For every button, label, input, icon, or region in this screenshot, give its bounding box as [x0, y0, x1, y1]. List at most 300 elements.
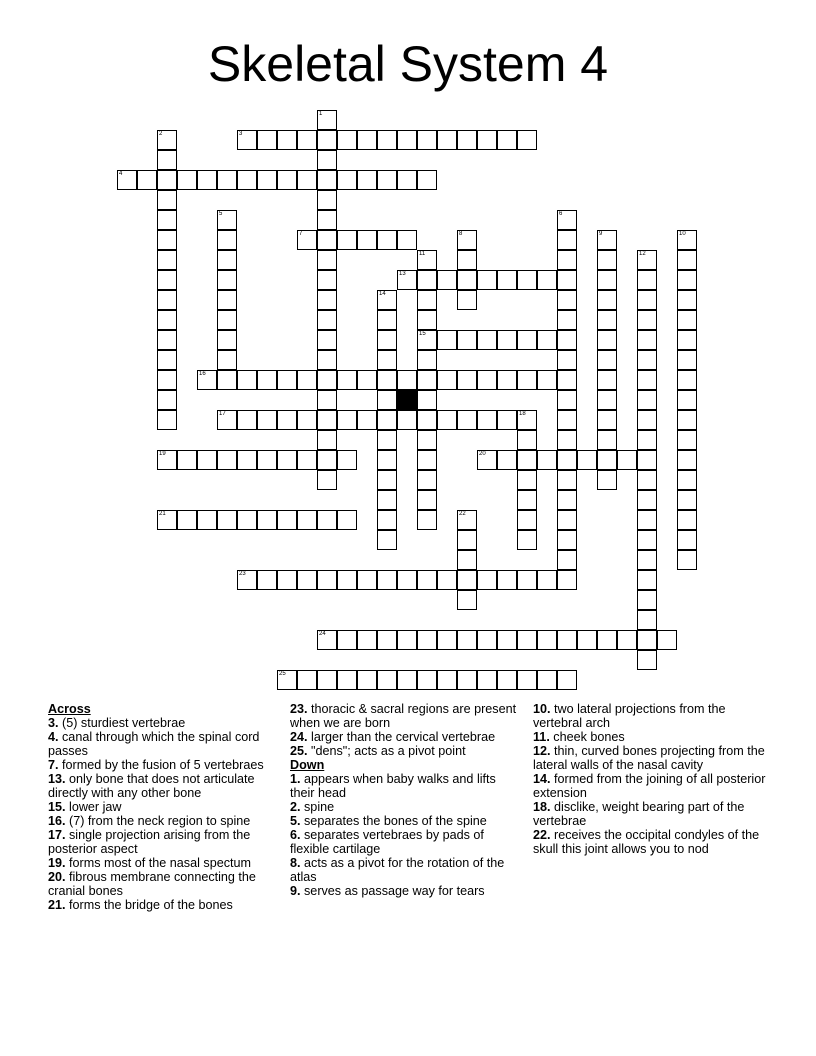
grid-cell[interactable] — [557, 530, 577, 550]
grid-cell[interactable] — [317, 150, 337, 170]
grid-cell[interactable] — [217, 410, 237, 430]
grid-cell[interactable] — [277, 450, 297, 470]
grid-cell[interactable] — [417, 570, 437, 590]
grid-cell[interactable] — [377, 630, 397, 650]
grid-cell[interactable] — [457, 410, 477, 430]
grid-cell[interactable] — [277, 130, 297, 150]
grid-cell[interactable] — [257, 450, 277, 470]
grid-cell[interactable] — [297, 410, 317, 430]
grid-cell[interactable] — [637, 570, 657, 590]
grid-cell[interactable] — [637, 530, 657, 550]
grid-cell[interactable] — [417, 310, 437, 330]
clues-column-3 — [533, 702, 773, 856]
grid-cell[interactable] — [417, 130, 437, 150]
grid-cell[interactable] — [517, 450, 537, 470]
grid-cell[interactable] — [457, 330, 477, 350]
grid-cell[interactable] — [557, 390, 577, 410]
grid-cell[interactable] — [677, 530, 697, 550]
grid-cell[interactable] — [377, 170, 397, 190]
grid-cell[interactable] — [377, 450, 397, 470]
grid-cell[interactable] — [457, 230, 477, 250]
grid-cell[interactable] — [397, 410, 417, 430]
grid-cell[interactable] — [317, 290, 337, 310]
grid-cell[interactable] — [597, 270, 617, 290]
grid-cell[interactable] — [557, 670, 577, 690]
grid-cell[interactable] — [297, 130, 317, 150]
grid-cell[interactable] — [557, 450, 577, 470]
grid-cell[interactable] — [677, 230, 697, 250]
grid-cell[interactable] — [557, 350, 577, 370]
grid-cell[interactable] — [337, 230, 357, 250]
grid-cell[interactable] — [237, 510, 257, 530]
grid-cell[interactable] — [497, 410, 517, 430]
grid-cell[interactable] — [617, 450, 637, 470]
grid-cell[interactable] — [117, 170, 137, 190]
grid-cell[interactable] — [317, 130, 337, 150]
grid-cell[interactable] — [477, 130, 497, 150]
grid-cell[interactable] — [637, 510, 657, 530]
grid-cell[interactable] — [477, 630, 497, 650]
grid-cell[interactable] — [317, 570, 337, 590]
grid-cell[interactable] — [677, 450, 697, 470]
grid-cell[interactable] — [217, 510, 237, 530]
grid-cell[interactable] — [557, 210, 577, 230]
grid-cell[interactable] — [457, 670, 477, 690]
grid-cell[interactable] — [217, 350, 237, 370]
grid-cell[interactable] — [557, 550, 577, 570]
grid-cell[interactable] — [597, 450, 617, 470]
grid-cell[interactable] — [317, 330, 337, 350]
grid-cell[interactable] — [377, 490, 397, 510]
grid-cell[interactable] — [217, 210, 237, 230]
grid-cell[interactable] — [337, 630, 357, 650]
grid-cell[interactable] — [517, 270, 537, 290]
grid-cell[interactable] — [157, 270, 177, 290]
grid-cell[interactable] — [197, 170, 217, 190]
grid-cell[interactable] — [417, 450, 437, 470]
grid-cell[interactable] — [497, 130, 517, 150]
grid-cell[interactable] — [417, 630, 437, 650]
grid-cell[interactable] — [197, 450, 217, 470]
grid-cell[interactable] — [497, 630, 517, 650]
grid-cell[interactable] — [497, 570, 517, 590]
grid-cell[interactable] — [637, 250, 657, 270]
grid-cell[interactable] — [317, 370, 337, 390]
clue-number: 9. — [290, 884, 301, 898]
grid-cell[interactable] — [317, 170, 337, 190]
grid-cell[interactable] — [217, 250, 237, 270]
grid-cell[interactable] — [637, 470, 657, 490]
grid-cell[interactable] — [397, 170, 417, 190]
grid-cell[interactable] — [637, 550, 657, 570]
grid-cell[interactable] — [577, 450, 597, 470]
grid-cell[interactable] — [377, 350, 397, 370]
grid-cell[interactable] — [297, 370, 317, 390]
grid-cell[interactable] — [457, 550, 477, 570]
grid-cell[interactable] — [677, 510, 697, 530]
grid-cell[interactable] — [217, 230, 237, 250]
grid-cell[interactable] — [437, 410, 457, 430]
grid-cell[interactable] — [217, 330, 237, 350]
grid-cell[interactable] — [377, 510, 397, 530]
grid-cell[interactable] — [597, 350, 617, 370]
grid-cell[interactable] — [677, 390, 697, 410]
grid-cell[interactable] — [537, 670, 557, 690]
grid-cell[interactable] — [417, 170, 437, 190]
grid-cell[interactable] — [337, 510, 357, 530]
grid-cell[interactable] — [477, 270, 497, 290]
grid-cell[interactable] — [637, 450, 657, 470]
grid-cell[interactable] — [457, 270, 477, 290]
grid-cell[interactable] — [157, 330, 177, 350]
grid-cell[interactable] — [637, 650, 657, 670]
grid-cell[interactable] — [177, 510, 197, 530]
grid-cell[interactable] — [557, 230, 577, 250]
grid-cell[interactable] — [377, 290, 397, 310]
grid-cell[interactable] — [317, 270, 337, 290]
grid-cell[interactable] — [597, 370, 617, 390]
grid-cell[interactable] — [297, 670, 317, 690]
grid-cell[interactable] — [477, 570, 497, 590]
grid-cell[interactable] — [657, 630, 677, 650]
grid-cell[interactable] — [557, 430, 577, 450]
grid-cell[interactable] — [637, 610, 657, 630]
grid-cell[interactable] — [377, 570, 397, 590]
grid-cell[interactable] — [317, 250, 337, 270]
grid-cell[interactable] — [417, 270, 437, 290]
grid-cell[interactable] — [537, 370, 557, 390]
grid-cell[interactable] — [297, 510, 317, 530]
grid-cell[interactable] — [317, 510, 337, 530]
grid-cell[interactable] — [417, 370, 437, 390]
grid-cell[interactable] — [237, 450, 257, 470]
grid-cell[interactable] — [377, 390, 397, 410]
grid-cell[interactable] — [157, 510, 177, 530]
grid-cell[interactable] — [217, 450, 237, 470]
grid-cell[interactable] — [357, 130, 377, 150]
grid-cell[interactable] — [577, 630, 597, 650]
grid-cell[interactable] — [517, 470, 537, 490]
grid-cell[interactable] — [557, 270, 577, 290]
grid-cell[interactable] — [597, 630, 617, 650]
grid-cell[interactable] — [317, 110, 337, 130]
grid-cell[interactable] — [417, 330, 437, 350]
grid-cell[interactable] — [557, 470, 577, 490]
grid-cell[interactable] — [157, 410, 177, 430]
grid-cell[interactable] — [477, 450, 497, 470]
grid-cell[interactable] — [377, 530, 397, 550]
grid-cell[interactable] — [317, 630, 337, 650]
grid-cell[interactable] — [157, 310, 177, 330]
grid-cell[interactable] — [597, 230, 617, 250]
grid-cell[interactable] — [357, 230, 377, 250]
grid-cell[interactable] — [597, 410, 617, 430]
grid-cell[interactable] — [357, 370, 377, 390]
grid-cell[interactable] — [517, 330, 537, 350]
grid-cell[interactable] — [337, 410, 357, 430]
grid-cell[interactable] — [157, 250, 177, 270]
grid-cell[interactable] — [157, 390, 177, 410]
grid-cell[interactable] — [377, 670, 397, 690]
grid-cell[interactable] — [637, 290, 657, 310]
grid-cell[interactable] — [437, 330, 457, 350]
grid-cell[interactable] — [457, 130, 477, 150]
grid-cell[interactable] — [637, 370, 657, 390]
grid-cell[interactable] — [637, 630, 657, 650]
grid-cell[interactable] — [157, 230, 177, 250]
grid-cell[interactable] — [157, 170, 177, 190]
grid-cell[interactable] — [217, 310, 237, 330]
grid-cell[interactable] — [157, 450, 177, 470]
grid-cell[interactable] — [457, 530, 477, 550]
grid-cell[interactable] — [277, 410, 297, 430]
grid-cell[interactable] — [537, 270, 557, 290]
grid-cell[interactable] — [677, 270, 697, 290]
grid-cell[interactable] — [157, 190, 177, 210]
grid-cell[interactable] — [677, 330, 697, 350]
grid-cell[interactable] — [677, 470, 697, 490]
grid-cell[interactable] — [437, 670, 457, 690]
grid-cell[interactable] — [297, 450, 317, 470]
grid-cell[interactable] — [377, 370, 397, 390]
grid-cell[interactable] — [557, 330, 577, 350]
grid-cell[interactable] — [257, 370, 277, 390]
grid-cell[interactable] — [557, 410, 577, 430]
grid-cell[interactable] — [517, 430, 537, 450]
grid-cell[interactable] — [677, 430, 697, 450]
grid-cell[interactable] — [417, 430, 437, 450]
grid-cell[interactable] — [557, 250, 577, 270]
grid-cell[interactable] — [217, 270, 237, 290]
grid-cell[interactable] — [537, 570, 557, 590]
grid-cell[interactable] — [217, 170, 237, 190]
grid-cell[interactable] — [477, 330, 497, 350]
grid-cell[interactable] — [417, 510, 437, 530]
grid-cell[interactable] — [337, 370, 357, 390]
grid-cell[interactable] — [457, 630, 477, 650]
grid-cell[interactable] — [497, 450, 517, 470]
grid-cell[interactable] — [677, 290, 697, 310]
grid-cell[interactable] — [517, 130, 537, 150]
grid-cell[interactable] — [597, 390, 617, 410]
grid-cell[interactable] — [557, 490, 577, 510]
grid-cell[interactable] — [557, 290, 577, 310]
grid-cell[interactable] — [477, 410, 497, 430]
grid-cell[interactable] — [317, 190, 337, 210]
grid-cell[interactable] — [397, 130, 417, 150]
grid-cell[interactable] — [417, 250, 437, 270]
grid-cell[interactable] — [497, 270, 517, 290]
grid-cell[interactable] — [297, 570, 317, 590]
grid-cell[interactable] — [257, 170, 277, 190]
grid-cell[interactable] — [237, 130, 257, 150]
grid-cell[interactable] — [237, 370, 257, 390]
grid-cell[interactable] — [677, 490, 697, 510]
grid-cell[interactable] — [637, 590, 657, 610]
grid-cell[interactable] — [317, 430, 337, 450]
grid-cell[interactable] — [597, 430, 617, 450]
grid-cell[interactable] — [437, 270, 457, 290]
grid-cell[interactable] — [457, 510, 477, 530]
grid-cell[interactable] — [397, 270, 417, 290]
grid-cell[interactable] — [157, 210, 177, 230]
grid-cell[interactable] — [457, 250, 477, 270]
grid-cell[interactable] — [297, 230, 317, 250]
grid-cell[interactable] — [637, 310, 657, 330]
grid-cell[interactable] — [377, 430, 397, 450]
grid-cell[interactable] — [437, 570, 457, 590]
grid-cell[interactable] — [317, 350, 337, 370]
grid-cell[interactable] — [317, 310, 337, 330]
grid-cell[interactable] — [397, 670, 417, 690]
grid-cell[interactable] — [517, 670, 537, 690]
grid-cell[interactable] — [517, 530, 537, 550]
grid-cell[interactable] — [337, 130, 357, 150]
grid-cell[interactable] — [457, 290, 477, 310]
grid-cell[interactable] — [557, 630, 577, 650]
grid-cell[interactable] — [297, 170, 317, 190]
grid-cell[interactable] — [317, 470, 337, 490]
grid-cell[interactable] — [337, 670, 357, 690]
grid-cell[interactable] — [597, 470, 617, 490]
grid-cell[interactable] — [397, 230, 417, 250]
grid-cell[interactable] — [677, 550, 697, 570]
grid-cell[interactable] — [517, 630, 537, 650]
grid-cell[interactable] — [557, 510, 577, 530]
grid-cell[interactable] — [157, 130, 177, 150]
grid-cell[interactable] — [597, 310, 617, 330]
grid-cell[interactable] — [537, 330, 557, 350]
grid-cell[interactable] — [237, 170, 257, 190]
grid-cell[interactable] — [457, 570, 477, 590]
grid-cell[interactable] — [477, 370, 497, 390]
grid-cell[interactable] — [357, 670, 377, 690]
grid-cell[interactable] — [357, 630, 377, 650]
grid-cell[interactable] — [677, 370, 697, 390]
grid-cell[interactable] — [337, 450, 357, 470]
grid-cell[interactable] — [617, 630, 637, 650]
grid-cell[interactable] — [317, 230, 337, 250]
grid-cell[interactable] — [637, 490, 657, 510]
grid-cell[interactable] — [497, 330, 517, 350]
grid-cell[interactable] — [257, 130, 277, 150]
grid-cell[interactable] — [517, 490, 537, 510]
grid-cell[interactable] — [417, 410, 437, 430]
grid-cell[interactable] — [437, 130, 457, 150]
grid-cell[interactable] — [417, 390, 437, 410]
grid-cell[interactable] — [377, 470, 397, 490]
grid-cell[interactable] — [417, 290, 437, 310]
grid-cell[interactable] — [637, 410, 657, 430]
grid-cell[interactable] — [137, 170, 157, 190]
grid-cell[interactable] — [677, 310, 697, 330]
grid-cell[interactable] — [497, 370, 517, 390]
grid-cell[interactable] — [497, 670, 517, 690]
grid-cell[interactable] — [277, 570, 297, 590]
grid-cell[interactable] — [317, 670, 337, 690]
grid-cell[interactable] — [557, 310, 577, 330]
grid-cell[interactable] — [517, 370, 537, 390]
grid-cell[interactable] — [317, 450, 337, 470]
grid-cell[interactable] — [637, 330, 657, 350]
grid-cell[interactable] — [257, 510, 277, 530]
grid-cell[interactable] — [637, 350, 657, 370]
grid-cell[interactable] — [397, 630, 417, 650]
grid-cell[interactable] — [397, 570, 417, 590]
grid-cell[interactable] — [457, 590, 477, 610]
grid-cell[interactable] — [157, 350, 177, 370]
grid-cell[interactable] — [337, 570, 357, 590]
grid-cell[interactable] — [177, 450, 197, 470]
grid-cell[interactable] — [437, 630, 457, 650]
grid-cell[interactable] — [637, 430, 657, 450]
grid-cell[interactable] — [157, 370, 177, 390]
grid-cell[interactable] — [257, 570, 277, 590]
grid-cell[interactable] — [197, 370, 217, 390]
grid-cell[interactable] — [177, 170, 197, 190]
grid-cell[interactable] — [437, 370, 457, 390]
grid-cell[interactable] — [637, 390, 657, 410]
grid-cell[interactable] — [357, 410, 377, 430]
grid-cell[interactable] — [457, 370, 477, 390]
grid-cell[interactable] — [677, 250, 697, 270]
grid-cell[interactable] — [677, 350, 697, 370]
grid-cell[interactable] — [557, 370, 577, 390]
grid-cell[interactable] — [277, 370, 297, 390]
grid-cell[interactable] — [337, 170, 357, 190]
grid-cell[interactable] — [217, 290, 237, 310]
grid-cell[interactable] — [537, 450, 557, 470]
grid-cell[interactable] — [277, 670, 297, 690]
grid-cell[interactable] — [537, 630, 557, 650]
grid-cell[interactable] — [197, 510, 217, 530]
grid-cell[interactable] — [317, 390, 337, 410]
grid-cell[interactable] — [557, 570, 577, 590]
grid-cell[interactable] — [597, 290, 617, 310]
grid-cell[interactable] — [217, 370, 237, 390]
grid-cell[interactable] — [377, 410, 397, 430]
grid-cell[interactable] — [637, 270, 657, 290]
grid-cell[interactable] — [157, 150, 177, 170]
grid-cell[interactable] — [517, 410, 537, 430]
grid-cell[interactable] — [377, 230, 397, 250]
grid-cell[interactable] — [417, 470, 437, 490]
grid-cell[interactable] — [317, 410, 337, 430]
grid-cell[interactable] — [257, 410, 277, 430]
grid-cell[interactable] — [397, 370, 417, 390]
grid-cell[interactable] — [357, 170, 377, 190]
grid-cell[interactable] — [277, 170, 297, 190]
grid-cell[interactable] — [417, 350, 437, 370]
grid-cell[interactable] — [237, 570, 257, 590]
grid-cell[interactable] — [417, 670, 437, 690]
grid-cell[interactable] — [597, 330, 617, 350]
grid-cell[interactable] — [677, 410, 697, 430]
grid-cell[interactable] — [377, 310, 397, 330]
grid-cell[interactable] — [157, 290, 177, 310]
grid-cell[interactable] — [237, 410, 257, 430]
grid-cell[interactable] — [517, 510, 537, 530]
grid-cell[interactable] — [417, 490, 437, 510]
grid-cell[interactable] — [317, 210, 337, 230]
grid-cell[interactable] — [357, 570, 377, 590]
grid-cell[interactable] — [597, 250, 617, 270]
grid-cell[interactable] — [517, 570, 537, 590]
grid-cell[interactable] — [377, 330, 397, 350]
grid-cell[interactable] — [277, 510, 297, 530]
grid-cell[interactable] — [477, 670, 497, 690]
grid-cell[interactable] — [377, 130, 397, 150]
